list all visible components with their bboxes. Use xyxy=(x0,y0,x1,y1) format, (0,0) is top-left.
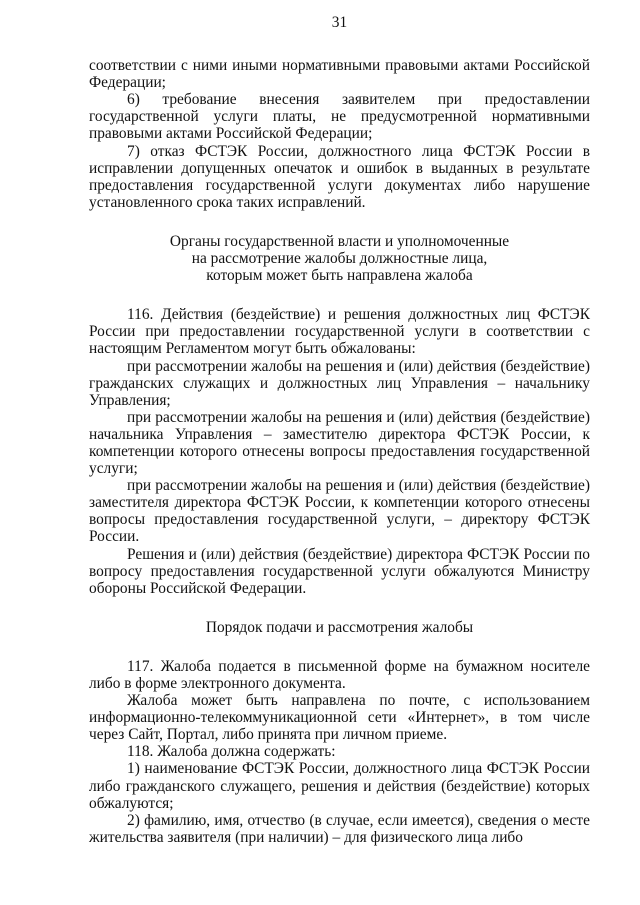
paragraph-116-case-3: при рассмотрении жалобы на решения и (или) действия (бездействие) заместителя директора ФСТЭК России, к компетенции которого отнесены вопросы предоставления государственной услуги, – директору ФСТЭК России. xyxy=(89,477,590,546)
paragraph-item-6: 6) требование внесения заявителем при предоставлении государственной услуги платы, не предусмотренной нормативными правовыми актами Российской Федерации; xyxy=(89,91,590,143)
page-number: 31 xyxy=(331,14,348,31)
paragraph-116-case-2: при рассмотрении жалобы на решения и (или) действия (бездействие) начальника Управления – заместителю директора ФСТЭК России, к компетенции которого отнесены вопросы предоставления государственной услуги; xyxy=(89,408,590,478)
paragraph-117: 117. Жалоба подается в письменной форме на бумажном носителе либо в форме электронного документа. xyxy=(89,657,590,692)
paragraph-116-case-1: при рассмотрении жалобы на решения и (или) действия (бездействие) гражданских служащих и должностных лиц Управления – начальнику Управления; xyxy=(89,357,590,409)
paragraph-116: 116. Действия (бездействие) и решения должностных лиц ФСТЭК России при предоставлении государственной услуги в соответствии с настоящим Регламентом могут быть обжалованы: xyxy=(89,306,590,358)
paragraph-item-7: 7) отказ ФСТЭК России, должностного лица ФСТЭК России в исправлении допущенных опечаток и ошибок в выданных в результате предоставления государственной услуги документах либо нарушение установленного срока таких исправлений. xyxy=(89,142,590,211)
section-heading-line-2: на рассмотрение жалобы должностные лица, xyxy=(191,250,488,268)
section-heading-line-3: которым может быть направлена жалоба xyxy=(206,267,473,285)
paragraph-118-item-2: 2) фамилию, имя, отчество (в случае, если имеется), сведения о месте жительства заявителя (при наличии) – для физического лица либо xyxy=(89,811,590,846)
section-heading-line-1: Органы государственной власти и уполномоченные xyxy=(169,232,510,250)
paragraph-117-delivery: Жалоба может быть направлена по почте, с использованием информационно-телекоммуникационной сети «Интернет», в том числе через Сайт, Портал, либо принята при личном приеме. xyxy=(89,692,590,744)
paragraph-continuation: соответствии с ними иными нормативными правовыми актами Российской Федерации; xyxy=(89,57,590,92)
section-heading-procedure: Порядок подачи и рассмотрения жалобы xyxy=(205,618,474,636)
paragraph-118-item-1: 1) наименование ФСТЭК России, должностного лица ФСТЭК России либо гражданского служащего, решения и действия (бездействие) которых обжалуются; xyxy=(89,760,590,812)
paragraph-118: 118. Жалоба должна содержать: xyxy=(127,743,336,761)
paragraph-116-final: Решения и (или) действия (бездействие) директора ФСТЭК России по вопросу предоставления государственной услуги обжалуются Министру обороны Российской Федерации. xyxy=(89,545,590,597)
